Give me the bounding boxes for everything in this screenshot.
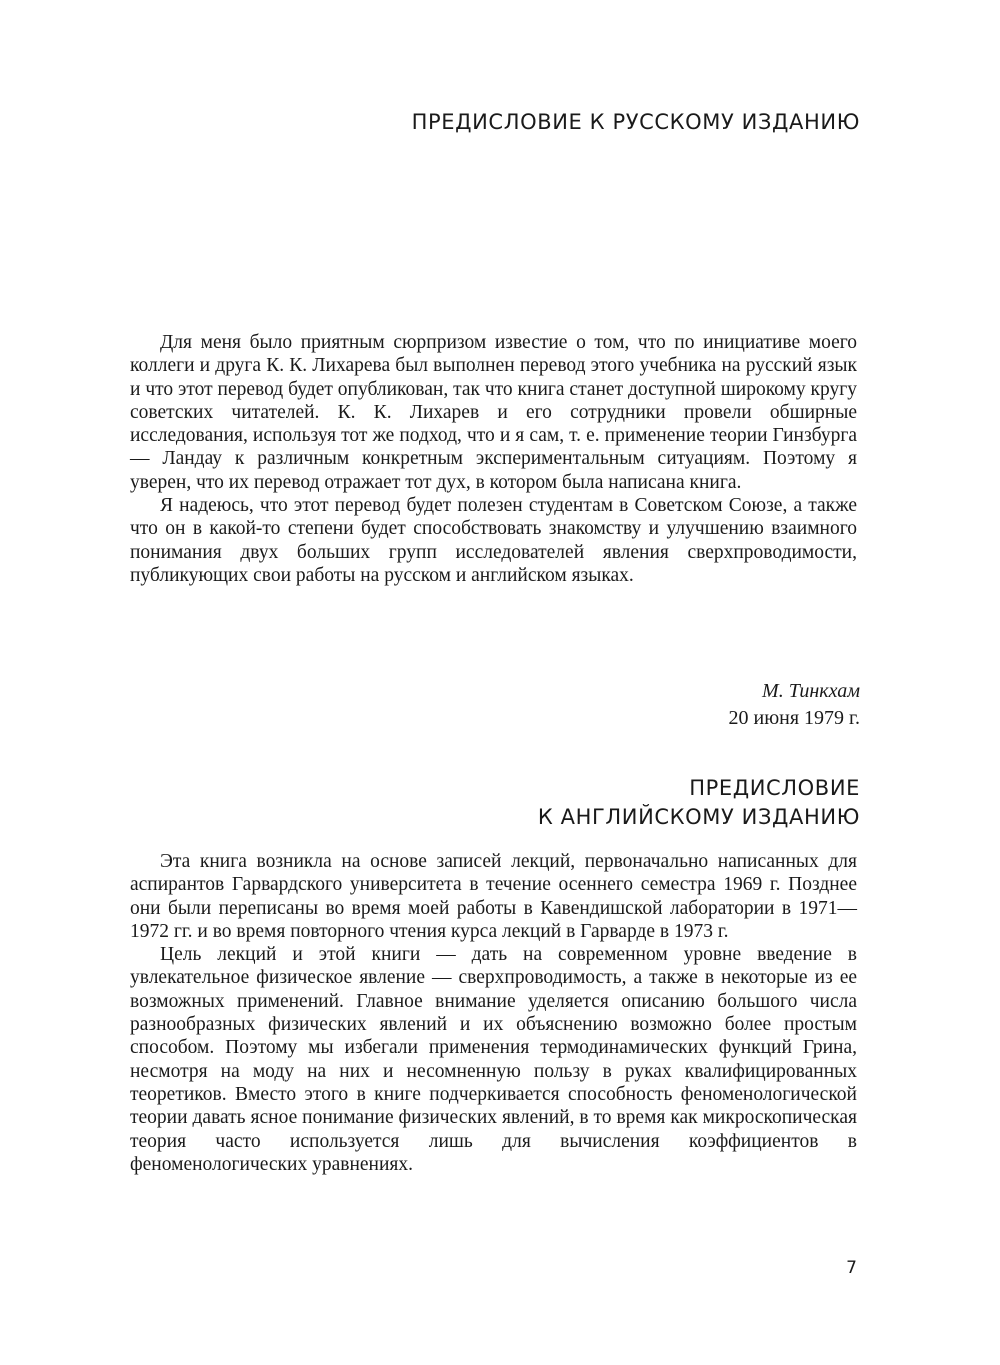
preface-english-body (130, 850, 857, 1176)
preface-english-title-line2: К АНГЛИЙСКОМУ ИЗДАНИЮ (537, 805, 860, 829)
preface-russian-title: ПРЕДИСЛОВИЕ К РУССКОМУ ИЗДАНИЮ (411, 110, 860, 134)
page-number: 7 (846, 1258, 857, 1278)
preface-russian-body (130, 331, 857, 587)
preface-english-title-line1: ПРЕДИСЛОВИЕ (689, 776, 860, 800)
paragraph: Я надеюсь, что этот перевод будет полезен студентам в Советском Союзе, а также что он в какой-то степени будет способствовать знакомству и улучшению взаимного понимания двух больших групп исследователей явления сверхпроводимости, публикующих свои работы на русском и английском языках. (130, 495, 857, 586)
paragraph: Эта книга возникла на основе записей лекций, первоначально написанных для аспирантов Гарвардского университета в течение осеннего семестра 1969 г. Позднее они были переписаны во время моей работы в Кавендишской лаборатории в 1971—1972 гг. и во время повторного чтения курса лекций в Гарварде в 1973 г. (130, 851, 857, 942)
paragraph: Для меня было приятным сюрпризом известие о том, что по инициативе моего коллеги и друга К. К. Лихарева был выполнен перевод этого учебника на русский язык и что этот перевод будет опубликован, так что книга станет доступной широкому кругу советских читателей. К. К. Лихарев и его сотрудники провели обширные исследования, используя тот же подход, что и я сам, т. е. применение теории Гинзбурга — Ландау к различным конкретным экспериментальным ситуациям. Поэтому я уверен, что их перевод отражает тот дух, в котором была написана книга. (130, 332, 857, 493)
preface-english-title (538, 774, 860, 832)
signature (729, 678, 861, 732)
signature-date: 20 июня 1979 г. (728, 707, 860, 729)
signature-name: М. Тинкхам (762, 680, 860, 702)
paragraph: Цель лекций и этой книги — дать на современном уровне введение в увлекательное физическое явление — сверхпроводимость, а также в некоторые из ее возможных применений. Главное внимание уделяется описанию большого числа разнообразных физических явлений и их объяснению возможно более простым способом. Поэтому мы избегали применения термодинамических функций Грина, несмотря на моду на них и несомненную пользу в руках квалифицированных теоретиков. Вместо этого в книге подчеркивается способность феноменологической теории давать ясное понимание физических явлений, в то время как микроскопическая теория часто используется лишь для вычисления коэффициентов в феноменологических уравнениях. (130, 944, 857, 1175)
